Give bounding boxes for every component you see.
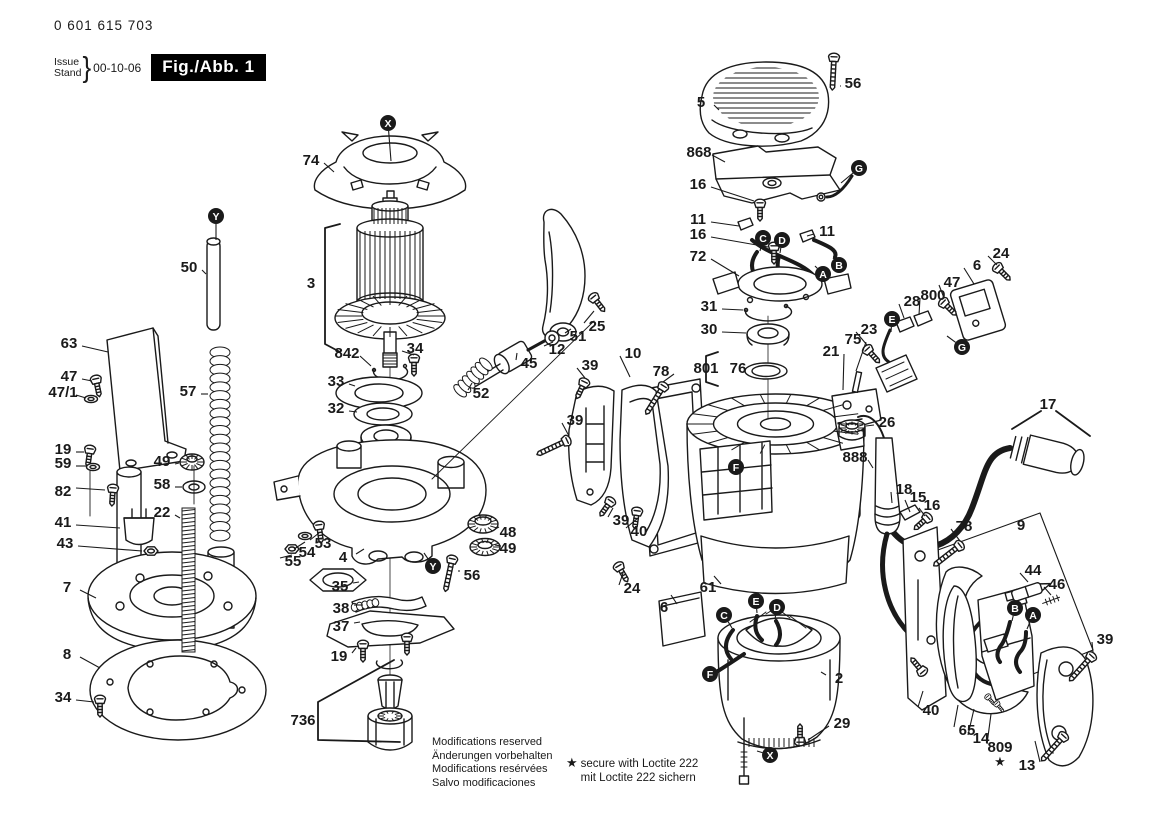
part-label-11: 11 bbox=[690, 211, 706, 228]
part-label-30: 30 bbox=[700, 321, 718, 338]
leader-line bbox=[202, 270, 206, 274]
loctite-line-1: secure with Loctite 222 bbox=[580, 758, 699, 770]
part-label-14: 14 bbox=[972, 730, 990, 747]
part-label-11: 11 bbox=[819, 223, 835, 240]
part-label-888: 888 bbox=[842, 449, 868, 466]
part-label-51: 51 bbox=[569, 328, 587, 345]
modifications-line: Modifications reserved bbox=[432, 736, 543, 748]
balloon-letter: D bbox=[773, 601, 781, 614]
part-label-8: 8 bbox=[62, 646, 72, 663]
part-label-61: 61 bbox=[699, 579, 717, 596]
part-label-39: 39 bbox=[1096, 631, 1114, 648]
part-label-19: 19 bbox=[330, 648, 348, 665]
leader-line bbox=[868, 460, 873, 468]
part-label-809: 809 bbox=[987, 739, 1013, 756]
part-label-35: 35 bbox=[331, 578, 349, 595]
part-label-2: 2 bbox=[834, 670, 844, 687]
leader-line bbox=[843, 354, 844, 390]
balloon-letter: D bbox=[778, 234, 786, 247]
part-label-45: 45 bbox=[520, 355, 538, 372]
loctite-star-marker: ★ bbox=[994, 754, 1006, 769]
part-label-22: 22 bbox=[153, 504, 171, 521]
part-label-12: 12 bbox=[548, 341, 566, 358]
part-label-40: 40 bbox=[630, 523, 648, 540]
part-label-3: 3 bbox=[306, 275, 316, 292]
part-label-33: 33 bbox=[327, 373, 345, 390]
part-label-54: 54 bbox=[298, 544, 316, 561]
part-label-842: 842 bbox=[334, 345, 360, 362]
part-label-55: 55 bbox=[284, 553, 302, 570]
part-label-82: 82 bbox=[54, 483, 72, 500]
part-label-44: 44 bbox=[1024, 562, 1042, 579]
part-label-868: 868 bbox=[686, 144, 712, 161]
leader-line bbox=[722, 332, 746, 333]
part-label-56: 56 bbox=[844, 75, 862, 92]
balloon-letter: G bbox=[854, 162, 864, 175]
part-label-4: 4 bbox=[338, 549, 348, 566]
part-label-78: 78 bbox=[652, 363, 670, 380]
part-label-801: 801 bbox=[693, 360, 719, 377]
balloon-letter: Y bbox=[212, 210, 220, 223]
part-label-43: 43 bbox=[56, 535, 74, 552]
balloon-letter: B bbox=[835, 259, 843, 272]
leader-line bbox=[711, 222, 739, 226]
part-label-28: 28 bbox=[903, 293, 921, 310]
star-icon: ★ bbox=[566, 755, 578, 770]
part-label-47: 47 bbox=[943, 274, 961, 291]
part-label-34: 34 bbox=[406, 340, 424, 357]
leader-line bbox=[175, 463, 179, 464]
part-label-17: 17 bbox=[1039, 396, 1057, 413]
leader-line bbox=[76, 488, 105, 490]
part-label-800: 800 bbox=[920, 287, 946, 304]
part-label-9: 9 bbox=[1016, 517, 1026, 534]
part-label-57: 57 bbox=[179, 383, 197, 400]
issue-date: 00-10-06 bbox=[93, 60, 142, 75]
part-label-50: 50 bbox=[180, 259, 198, 276]
part-label-24: 24 bbox=[992, 245, 1010, 262]
part-label-37: 37 bbox=[332, 618, 350, 635]
part-label-18: 18 bbox=[895, 481, 913, 498]
part-label-63: 63 bbox=[60, 335, 78, 352]
balloon-letter: C bbox=[759, 232, 767, 245]
part-label-49: 49 bbox=[153, 453, 171, 470]
part-label-48: 48 bbox=[499, 524, 517, 541]
part-label-52: 52 bbox=[472, 385, 490, 402]
part-label-6: 6 bbox=[659, 599, 669, 616]
part-label-53: 53 bbox=[314, 535, 332, 552]
part-label-39: 39 bbox=[612, 512, 630, 529]
balloon-leader bbox=[775, 615, 776, 619]
part-label-19: 19 bbox=[54, 441, 72, 458]
part-label-34: 34 bbox=[54, 689, 72, 706]
stand-label: Stand bbox=[54, 66, 82, 79]
part-label-29: 29 bbox=[833, 715, 851, 732]
balloon-letter: X bbox=[766, 749, 774, 762]
leader-line bbox=[352, 648, 356, 653]
balloon-letter: X bbox=[384, 117, 392, 130]
part-label-41: 41 bbox=[54, 514, 72, 531]
part-label-46: 46 bbox=[1048, 576, 1066, 593]
leader-line bbox=[80, 657, 100, 668]
leader-line bbox=[954, 705, 958, 727]
balloon-leader bbox=[833, 258, 834, 259]
part-label-16: 16 bbox=[689, 176, 707, 193]
part-label-7: 7 bbox=[62, 579, 72, 596]
part-label-25: 25 bbox=[588, 318, 606, 335]
part-label-56: 56 bbox=[463, 567, 481, 584]
balloon-letter: G bbox=[957, 341, 967, 354]
modifications-line: Salvo modificaciones bbox=[432, 776, 536, 789]
part-label-39: 39 bbox=[566, 412, 584, 429]
balloon-letter: F bbox=[706, 668, 714, 681]
leader-line bbox=[722, 309, 743, 310]
part-label-75: 75 bbox=[844, 331, 862, 348]
balloon-leader bbox=[780, 248, 781, 253]
part-label-47: 47 bbox=[60, 368, 78, 385]
balloon-letter: E bbox=[752, 595, 760, 608]
leader-line bbox=[76, 525, 120, 528]
balloon-leader bbox=[947, 336, 956, 342]
modifications-line: Änderungen vorbehalten bbox=[432, 749, 553, 762]
issue-label: Issue bbox=[54, 55, 80, 68]
part-label-72: 72 bbox=[689, 248, 707, 265]
part-label-74: 74 bbox=[302, 152, 320, 169]
part-label-65: 65 bbox=[958, 722, 976, 739]
balloon-letter: E bbox=[888, 313, 896, 326]
figure-label: Fig./Abb. 1 bbox=[151, 54, 265, 81]
part-label-736: 736 bbox=[290, 712, 316, 729]
balloon-leader bbox=[757, 751, 762, 753]
part-label-5: 5 bbox=[696, 94, 706, 111]
loctite-line-2: mit Loctite 222 sichern bbox=[580, 772, 696, 784]
modifications-line: Modifications resérvées bbox=[432, 763, 548, 775]
part-label-32: 32 bbox=[327, 400, 345, 417]
part-label-47/1: 47/1 bbox=[48, 384, 78, 401]
leader-line bbox=[866, 425, 874, 426]
part-label-15: 15 bbox=[909, 489, 927, 506]
drawing-artwork bbox=[82, 53, 1098, 784]
part-label-38: 38 bbox=[332, 600, 350, 617]
part-label-6: 6 bbox=[972, 257, 982, 274]
balloon-letter: Y bbox=[429, 560, 437, 573]
leader-line bbox=[82, 346, 108, 352]
loctite-note bbox=[566, 757, 698, 785]
part-label-16: 16 bbox=[689, 226, 707, 243]
leader-line bbox=[711, 259, 739, 276]
part-label-24: 24 bbox=[623, 580, 641, 597]
balloon-letter: A bbox=[1029, 609, 1037, 622]
part-label-23: 23 bbox=[860, 321, 878, 338]
balloon-leader bbox=[815, 266, 817, 268]
modifications-note bbox=[432, 736, 552, 790]
balloon-letter: C bbox=[720, 609, 728, 622]
balloon-letter: B bbox=[1011, 602, 1019, 615]
part-label-78: 78 bbox=[955, 518, 973, 535]
leader-line bbox=[175, 515, 180, 518]
part-label-39: 39 bbox=[581, 357, 599, 374]
part-label-31: 31 bbox=[700, 298, 718, 315]
document-number: 0 601 615 703 bbox=[54, 18, 154, 33]
part-label-40: 40 bbox=[922, 702, 940, 719]
balloon-letter: F bbox=[732, 461, 740, 474]
issue-brace: } bbox=[82, 50, 92, 84]
part-label-13: 13 bbox=[1018, 757, 1036, 774]
part-label-21: 21 bbox=[822, 343, 840, 360]
part-label-49: 49 bbox=[499, 540, 517, 557]
part-label-26: 26 bbox=[878, 414, 896, 431]
part-label-59: 59 bbox=[54, 455, 72, 472]
leader-line bbox=[1035, 741, 1040, 762]
part-label-10: 10 bbox=[624, 345, 642, 362]
part-label-16: 16 bbox=[923, 497, 941, 514]
leader-line bbox=[360, 356, 371, 366]
part-label-58: 58 bbox=[153, 476, 171, 493]
part-label-76: 76 bbox=[729, 360, 747, 377]
balloon-letter: A bbox=[819, 268, 827, 281]
